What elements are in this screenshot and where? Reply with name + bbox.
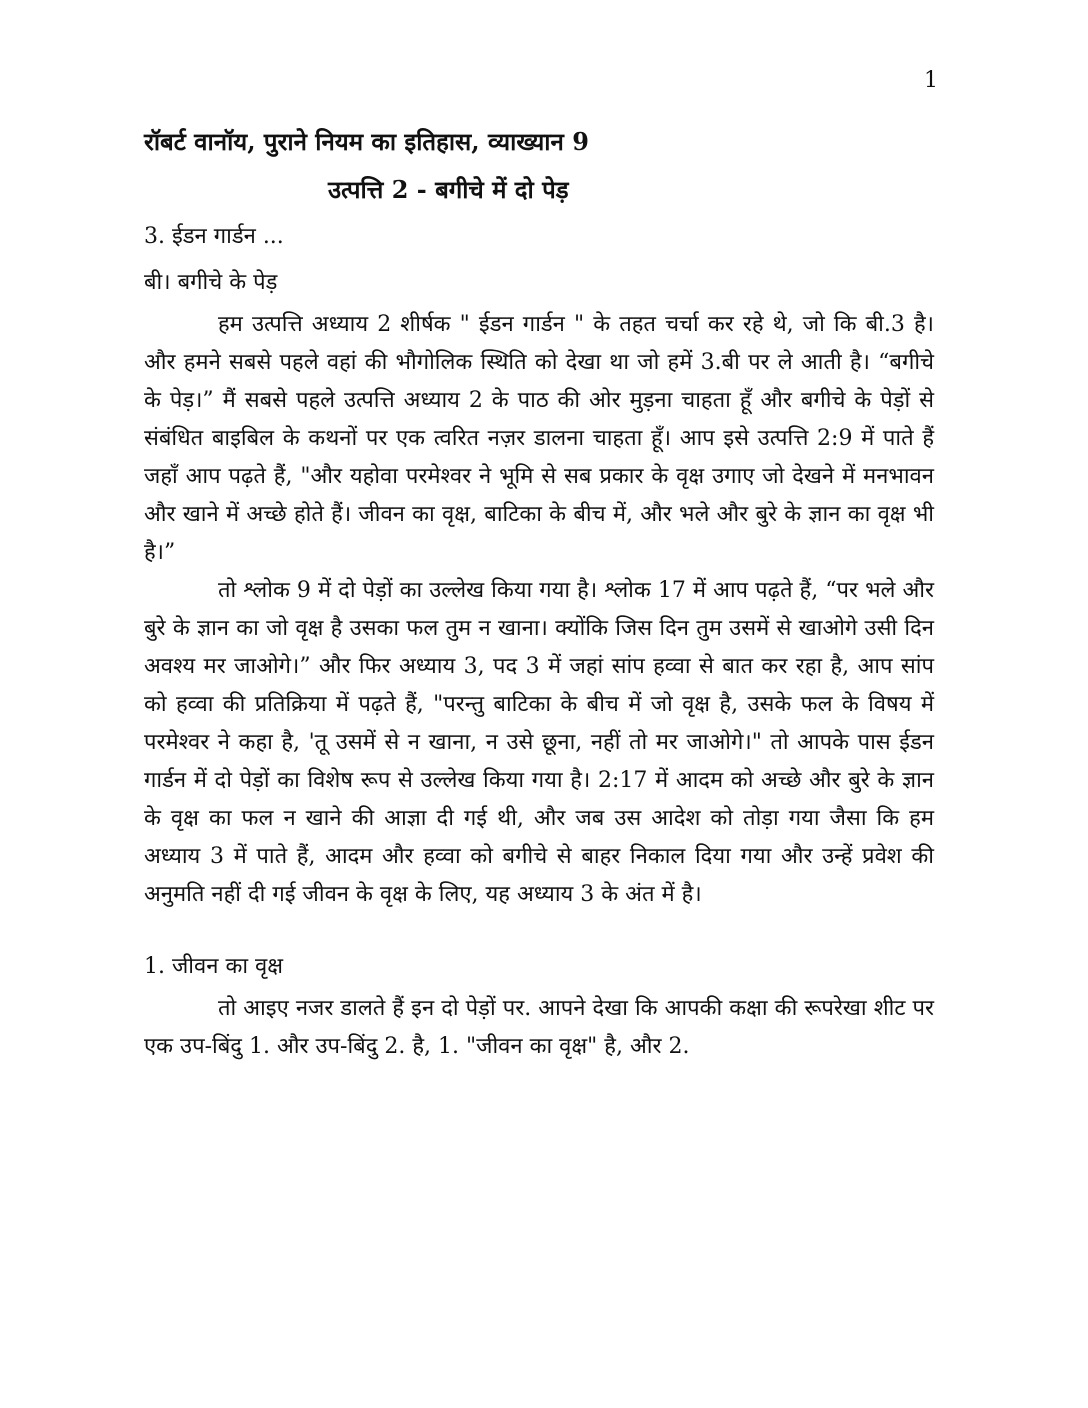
section-heading-3: 3. ईडन गार्डन ... [144, 224, 284, 249]
section-heading-1: 1. जीवन का वृक्ष [144, 954, 284, 979]
section-spacer [144, 914, 934, 944]
paragraph-3: तो आइए नजर डालते हैं इन दो पेड़ों पर. आपने देखा कि आपकी कक्षा की रूपरेखा शीट पर एक उप-बिंदु 1. और उप-बिंदु 2. है, 1. "जीवन का वृक्ष" है, और 2. [144, 996, 934, 1059]
document-body [144, 118, 934, 1066]
document-title: रॉबर्ट वानॉय, पुराने नियम का इतिहास, व्याख्यान 9 [144, 127, 589, 156]
paragraph-1: हम उत्पत्ति अध्याय 2 शीर्षक " ईडन गार्डन " के तहत चर्चा कर रहे थे, जो कि बी.3 है। और हमने सबसे पहले वहां की भौगोलिक स्थिति को देखा था जो हमें 3.बी पर ले आती है। “बगीचे के पेड़।” मैं सबसे पहले उत्पत्ति अध्याय 2 के पाठ की ओर मुड़ना चाहता हूँ और बगीचे के पेड़ों से संबंधित बाइबिल के कथनों पर एक त्वरित नज़र डालना चाहता हूँ। आप इसे उत्पत्ति 2:9 में पाते हैं जहाँ आप पढ़ते हैं, "और यहोवा परमेश्वर ने भूमि से सब प्रकार के वृक्ष उगाए जो देखने में मनभावन और खाने में अच्छे होते हैं। जीवन का वृक्ष, बाटिका के बीच में, और भले और बुरे के ज्ञान का वृक्ष भी है।” [144, 312, 934, 565]
paragraph-2: तो श्लोक 9 में दो पेड़ों का उल्लेख किया गया है। श्लोक 17 में आप पढ़ते हैं, “पर भले और बुरे के ज्ञान का जो वृक्ष है उसका फल तुम न खाना। क्योंकि जिस दिन तुम उसमें से खाओगे उसी दिन अवश्य मर जाओगे।” और फिर अध्याय 3, पद 3 में जहां सांप हव्वा से बात कर रहा है, आप सांप को हव्वा की प्रतिक्रिया में पढ़ते हैं, "परन्तु बाटिका के बीच में जो वृक्ष है, उसके फल के विषय में परमेश्वर ने कहा है, 'तू उसमें से न खाना, न उसे छूना, नहीं तो मर जाओगे।" तो आपके पास ईडन गार्डन में दो पेड़ों का विशेष रूप से उल्लेख किया गया है। 2:17 में आदम को अच्छे और बुरे के ज्ञान के वृक्ष का फल न खाने की आज्ञा दी गई थी, और जब उस आदेश को तोड़ा गया जैसा कि हम अध्याय 3 में पाते हैं, आदम और हव्वा को बगीचे से बाहर निकाल दिया गया और उन्हें प्रवेश की अनुमति नहीं दी गई जीवन के वृक्ष के लिए, यह अध्याय 3 के अंत में है। [144, 578, 934, 907]
section-heading-b: बी। बगीचे के पेड़ [144, 270, 278, 295]
document-subtitle: उत्पत्ति 2 - बगीचे में दो पेड़ [328, 175, 569, 204]
page-number: 1 [924, 68, 938, 93]
